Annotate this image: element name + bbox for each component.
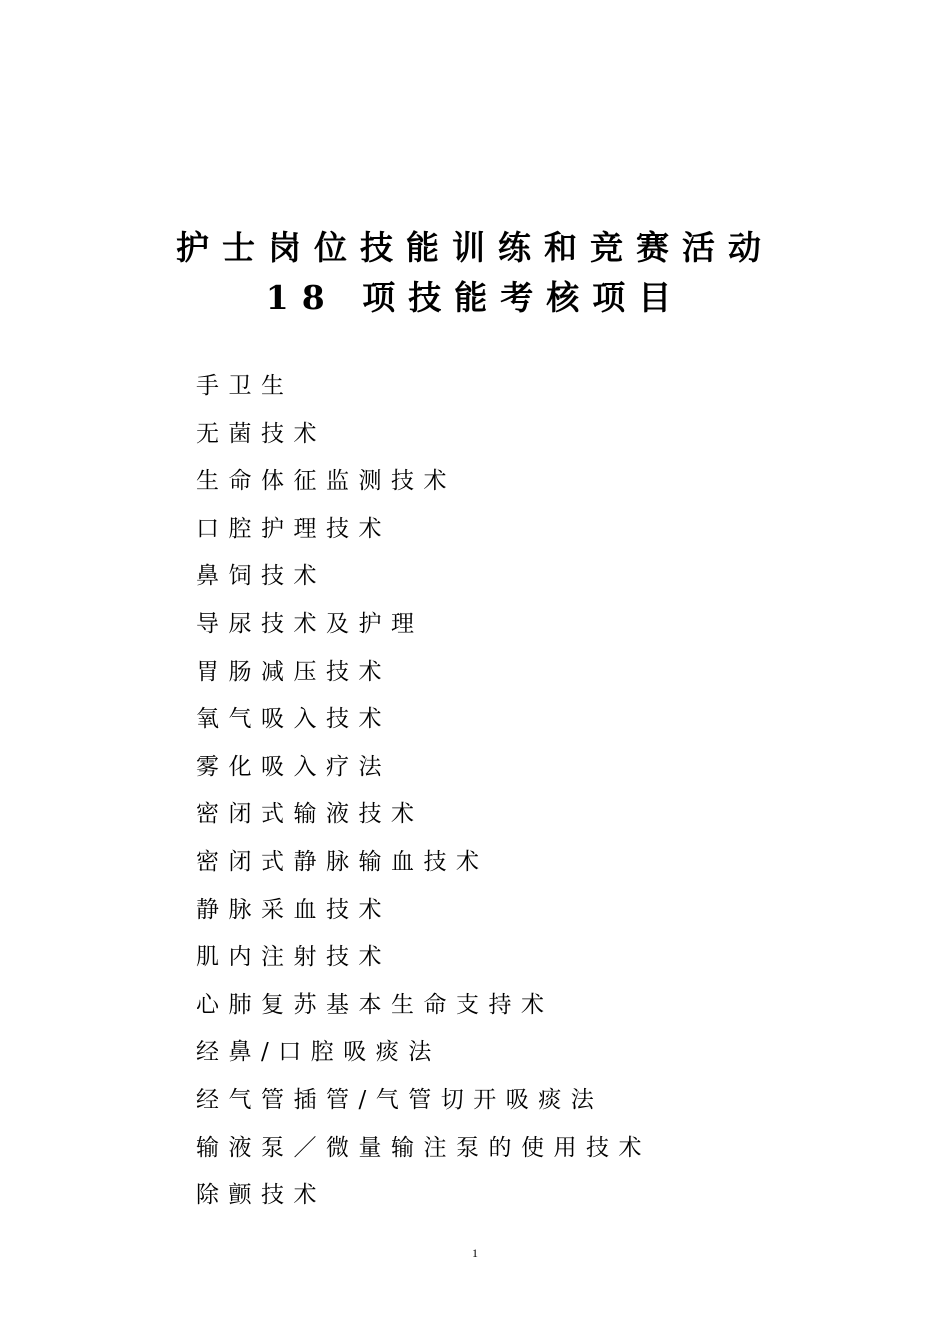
skill-item: 静脉采血技术	[196, 896, 391, 923]
skill-item: 氧气吸入技术	[196, 706, 391, 733]
skill-item: 导尿技术及护理	[196, 610, 424, 637]
skill-item: 口腔护理技术	[196, 515, 391, 542]
skill-item: 密闭式输液技术	[196, 801, 424, 828]
skill-item-list	[196, 368, 651, 1225]
skill-item: 胃肠减压技术	[196, 658, 391, 685]
skill-item: 鼻饲技术	[196, 563, 326, 590]
document-title-line-1: 护士岗位技能训练和竞赛活动	[176, 228, 774, 267]
skill-item: 输液泵／微量输注泵的使用技术	[196, 1134, 651, 1161]
skill-item: 经鼻/口腔吸痰法	[196, 1039, 441, 1066]
skill-item: 除颤技术	[196, 1182, 326, 1209]
skill-item: 密闭式静脉输血技术	[196, 848, 489, 875]
skill-item: 生命体征监测技术	[196, 468, 456, 495]
skill-item: 心肺复苏基本生命支持术	[196, 991, 554, 1018]
skill-item: 经气管插管/气管切开吸痰法	[196, 1086, 604, 1113]
document-title-line-2: 18 项技能考核项目	[265, 278, 685, 317]
skill-item: 雾化吸入疗法	[196, 753, 391, 780]
skill-item: 手卫生	[196, 373, 294, 399]
page-number: 1	[472, 1246, 478, 1260]
skill-item: 无菌技术	[196, 420, 326, 447]
skill-item: 肌内注射技术	[196, 944, 391, 971]
